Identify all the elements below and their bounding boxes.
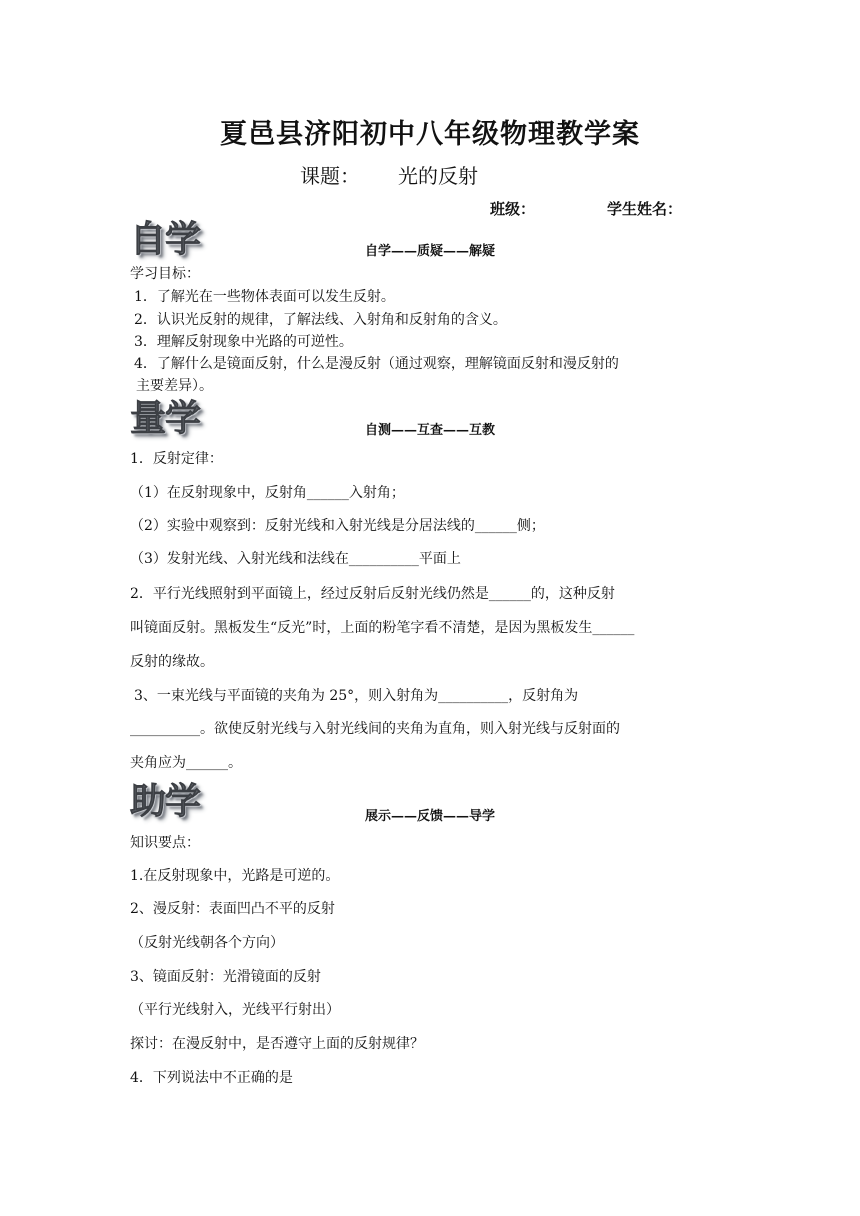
goal-item: 2．认识光反射的规律，了解法线、入射角和反射角的含义。 — [134, 312, 507, 328]
question-line: （2）实验中观察到：反射光线和入射光线是分居法线的______侧； — [130, 518, 545, 534]
question-line: 1．反射定律： — [130, 451, 223, 467]
knowledge-line: 1.在反射现象中，光路是可逆的。 — [130, 868, 340, 884]
knowledge-line: 探讨：在漫反射中，是否遵守上面的反射规律？ — [130, 1036, 424, 1052]
goal-item: 4．了解什么是镜面反射，什么是漫反射（通过观察，理解镜面反射和漫反射的 — [134, 356, 619, 372]
goal-item: 1．了解光在一些物体表面可以发生反射。 — [134, 289, 395, 305]
section2-heading: 自测——互查——互教 — [364, 423, 495, 438]
knowledge-line: （平行光线射入，光线平行射出） — [130, 1002, 340, 1018]
knowledge-line: 3、镜面反射：光滑镜面的反射 — [130, 969, 321, 985]
goals-label: 学习目标： — [130, 266, 200, 282]
question-line: 3、一束光线与平面镜的夹角为 25°，则入射角为__________，反射角为 — [134, 688, 579, 704]
help-study-badge: 助学 — [130, 781, 201, 822]
class-label: 班级： — [490, 200, 536, 218]
student-name-label: 学生姓名： — [607, 200, 683, 218]
question-line: 反射的缘故。 — [130, 654, 214, 670]
goal-item: 3．理解反射现象中光路的可逆性。 — [134, 334, 353, 350]
goal-item: 主要差异）。 — [136, 378, 213, 394]
self-study-badge: 自学 — [130, 219, 201, 260]
knowledge-line: 知识要点： — [130, 835, 200, 851]
question-line: （3）发射光线、入射光线和法线在__________平面上 — [130, 551, 461, 567]
knowledge-line: （反射光线朝各个方向） — [130, 935, 284, 951]
question-line: （1）在反射现象中，反射角______入射角； — [130, 485, 405, 501]
topic-value: 光的反射 — [398, 164, 478, 188]
topic-line — [300, 160, 478, 189]
question-line: 夹角应为______。 — [130, 755, 242, 771]
question-line: 叫镜面反射。黑板发生“反光”时，上面的粉笔字看不清楚，是因为黑板发生______ — [130, 620, 635, 636]
section1-heading: 自学——质疑——解疑 — [364, 244, 495, 259]
knowledge-line: 2、漫反射：表面凹凸不平的反射 — [130, 901, 335, 917]
section3-heading: 展示——反馈——导学 — [364, 809, 495, 824]
measure-study-badge: 量学 — [130, 398, 201, 439]
page-title: 夏邑县济阳初中八年级物理教学案 — [220, 119, 640, 150]
question-line: __________。欲使反射光线与入射光线间的夹角为直角，则入射光线与反射面的 — [130, 721, 620, 737]
topic-label: 课题： — [300, 164, 360, 188]
class-student-line — [490, 198, 682, 219]
knowledge-line: 4．下列说法中不正确的是 — [130, 1070, 293, 1086]
question-line: 2．平行光线照射到平面镜上，经过反射后反射光线仍然是______的，这种反射 — [130, 586, 615, 602]
